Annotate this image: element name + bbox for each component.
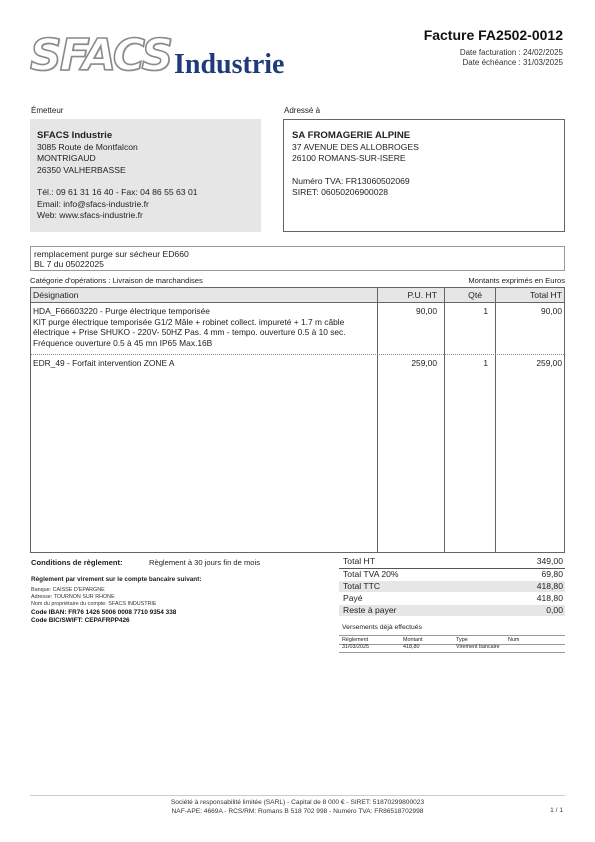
sender-label: Émetteur: [31, 106, 64, 115]
bic: Code BIC/SWIFT: CEPAFRPP426: [31, 616, 130, 624]
sender-zip-city: 26350 VALHERBASSE: [37, 164, 126, 175]
recipient-box: [283, 119, 565, 232]
sender-email[interactable]: Email: info@sfacs-industrie.fr: [37, 198, 149, 209]
totals-block: [339, 556, 565, 617]
footer-line-2: NAF-APE: 4669A - RCS/RM: Romans B 518 702 998 - Numéro TVA: FR86518702998: [171, 808, 424, 815]
total-ttc-label: Total TTC: [343, 581, 381, 591]
item-title: HDA_F66603220 - Purge électrique temporisée: [33, 306, 210, 316]
line-items-table: [30, 287, 565, 553]
sender-city: MONTRIGAUD: [37, 153, 96, 164]
invoice-title: Facture FA2502-0012: [423, 27, 563, 43]
footer-divider: [30, 795, 565, 796]
remaining-row: [339, 605, 565, 617]
payment-type: Virement bancaire: [456, 644, 500, 650]
invoice-description: [30, 246, 565, 271]
header-designation: Désignation: [33, 290, 79, 300]
footer-line-1: Société à responsabilité limitée (SARL) - Capital de 8 000 € - SIRET: 51870299800023: [170, 799, 425, 806]
logo-subtitle: Industrie: [174, 49, 285, 80]
total-ht-row: [339, 556, 565, 568]
bank-transfer-title: Règlement par virement sur le compte bancaire suivant:: [31, 576, 202, 583]
payment-amount: 418,80: [403, 644, 420, 650]
item-detail: Fréquence ouverture 0.5 à 45 mn IP65 Max.16B: [33, 337, 213, 348]
recipient-zip-city: 26100 ROMANS-SUR-ISERE: [292, 153, 406, 164]
page-number: 1 / 1: [550, 807, 563, 814]
operations-category: Catégorie d'opérations : Livraison de marchandises: [30, 276, 203, 285]
remaining-value: 0,00: [546, 605, 563, 615]
payments-header-date: Règlement: [342, 637, 369, 643]
header-total: Total HT: [530, 290, 562, 300]
company-logo: [30, 32, 290, 82]
legal-footer: [0, 798, 595, 816]
remaining-label: Reste à payer: [343, 605, 397, 615]
payments-title: Versements déjà effectués: [342, 624, 422, 631]
item-detail: KIT purge électrique temporisée G1/2 Mâle + robinet collect. impureté + 1.7 m câble: [33, 316, 345, 327]
item-quantity: 1: [483, 306, 488, 316]
total-ttc-value: 418,80: [536, 581, 563, 591]
currency-note: Montants exprimés en Euros: [468, 276, 565, 285]
total-tva-row: [339, 569, 565, 581]
invoice-date: Date facturation : 24/02/2025: [459, 48, 563, 57]
recipient-siret: SIRET: 06050206900028: [292, 187, 389, 198]
description-line-2: BL 7 du 05022025: [34, 259, 104, 270]
total-ht-value: 349,00: [536, 556, 563, 566]
invoice-dates: [460, 48, 563, 68]
recipient-address: 37 AVENUE DES ALLOBROGES: [292, 142, 419, 152]
payments-header-num: Num: [508, 637, 520, 643]
paid-value: 418,80: [536, 593, 563, 603]
sender-box: [30, 119, 261, 232]
table-row: [31, 355, 564, 371]
header-unit-price: P.U. HT: [407, 290, 437, 300]
item-total: 259,00: [536, 358, 562, 368]
payment-terms-label: Conditions de règlement:: [31, 558, 123, 567]
logo-wordmark: SFACS: [30, 30, 172, 81]
item-total: 90,00: [541, 306, 562, 316]
description-line-1: remplacement purge sur sécheur ED660: [34, 249, 189, 259]
bank-details: [31, 587, 176, 625]
payments-header-amount: Montant: [403, 637, 423, 643]
recipient-vat: Numéro TVA: FR13060502069: [292, 175, 410, 186]
category-row: [30, 276, 565, 285]
sender-web[interactable]: Web: www.sfacs-industrie.fr: [37, 210, 143, 221]
header-quantity: Qté: [468, 290, 482, 300]
bank-name: Banque: CAISSE D'EPARGNE: [31, 587, 105, 593]
sender-name: SFACS Industrie: [37, 130, 113, 141]
total-ht-label: Total HT: [343, 556, 375, 566]
recipient-label: Adressé à: [284, 106, 321, 115]
due-date: Date échéance : 31/03/2025: [462, 58, 563, 67]
payment-date: 31/03/2025: [342, 644, 369, 650]
sender-phone: Tél.: 09 61 31 16 40 - Fax: 04 86 55 63 01: [37, 187, 198, 198]
total-tva-value: 69,80: [541, 569, 563, 579]
table-row: [31, 303, 564, 355]
payment-terms-value: Règlement à 30 jours fin de mois: [149, 558, 261, 567]
paid-row: [339, 593, 565, 605]
bank-address: Adresse: TOURNON SUR RHONE: [31, 594, 115, 601]
payment-row: [339, 643, 565, 653]
total-tva-label: Total TVA 20%: [343, 569, 399, 579]
item-unit-price: 90,00: [416, 306, 437, 316]
item-title: EDR_49 - Forfait intervention ZONE A: [33, 358, 175, 368]
item-unit-price: 259,00: [411, 358, 437, 368]
item-detail: électrique + Prise SHUKO - 220V- 50HZ Pas. 4 mm - tempo. ouverture 0.5 à 10 sec.: [33, 327, 346, 338]
total-ttc-row: [339, 581, 565, 593]
payments-header-type: Type: [456, 637, 468, 643]
recipient-name: SA FROMAGERIE ALPINE: [292, 130, 411, 141]
iban: Code IBAN: FR76 1426 5006 0008 7710 9354 338: [31, 608, 177, 616]
account-owner: Nom du propriétaire du compte: SFACS INDUSTRIE: [31, 601, 157, 608]
sender-address: 3085 Route de Montfalcon: [37, 142, 138, 152]
paid-label: Payé: [343, 593, 363, 603]
item-quantity: 1: [483, 358, 488, 368]
table-header: [31, 288, 564, 303]
